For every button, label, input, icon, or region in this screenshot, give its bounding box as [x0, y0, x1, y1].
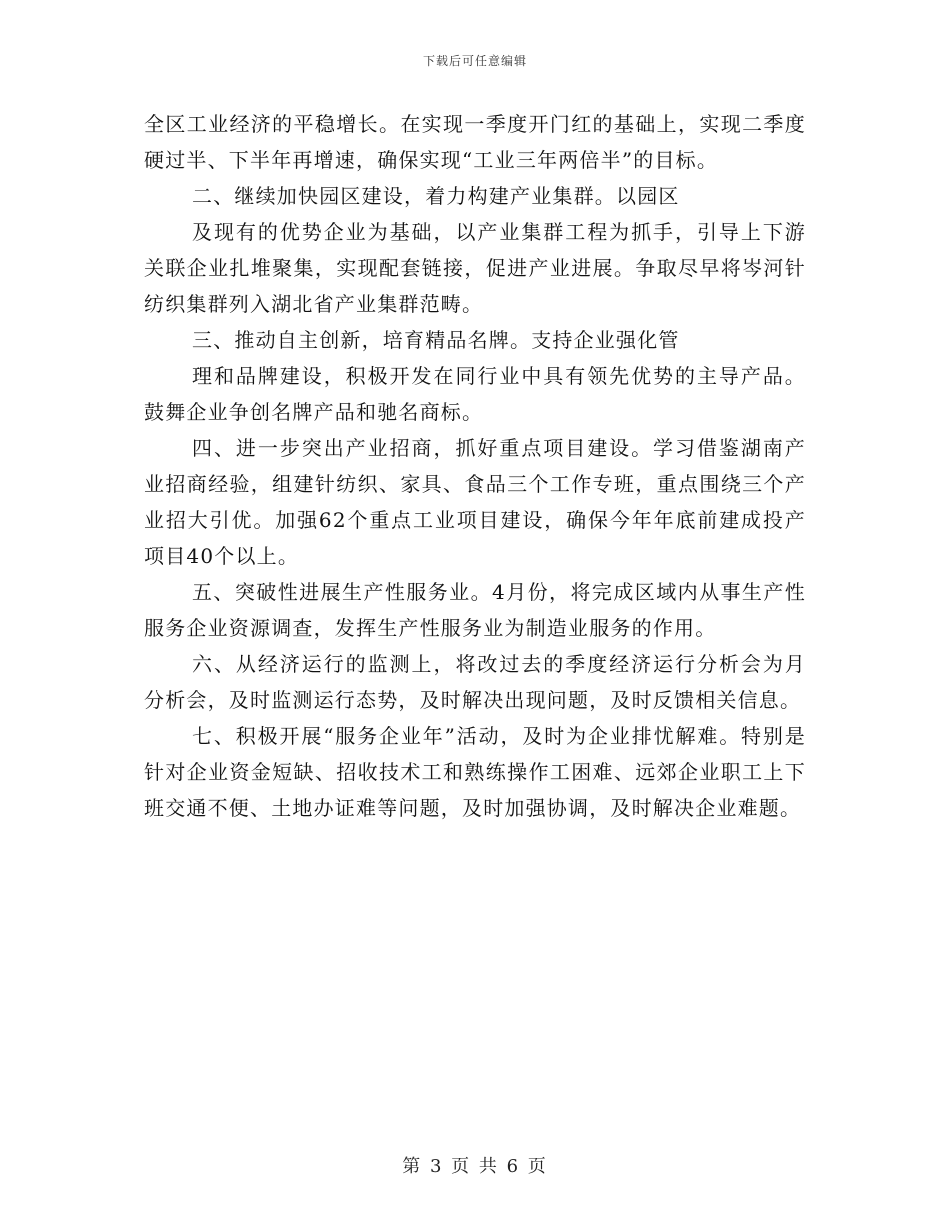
paragraph-section-4: 四、进一步突出产业招商，抓好重点项目建设。学习借鉴湖南产业招商经验，组建针纺织、家具、食品三个工作专班，重点围绕三个产业招大引优。加强62个重点工业项目建设，确保今年年底前建成投产项目40个以上。 — [144, 436, 806, 568]
paragraph-section-3-heading: 三、推动自主创新，培育精品名牌。支持企业强化管 — [192, 328, 680, 352]
paragraph-continuation: 全区工业经济的平稳增长。在实现一季度开门红的基础上，实现二季度硬过半、下半年再增速，确保实现“工业三年两倍半”的目标。 — [144, 112, 806, 172]
paragraph-section-3-body: 理和品牌建设，积极开发在同行业中具有领先优势的主导产品。鼓舞企业争创名牌产品和驰名商标。 — [144, 364, 806, 424]
page-number: 第 3 页 共 6 页 — [402, 1156, 548, 1177]
paragraph-section-5: 五、突破性进展生产性服务业。4月份，将完成区域内从事生产性服务企业资源调查，发挥生产性服务业为制造业服务的作用。 — [144, 580, 806, 640]
paragraph-section-2-heading: 二、继续加快园区建设，着力构建产业集群。以园区 — [192, 184, 680, 208]
document-body — [144, 106, 806, 826]
page-header: 下载后可任意编辑 — [422, 54, 527, 68]
paragraph-section-6: 六、从经济运行的监测上，将改过去的季度经济运行分析会为月分析会，及时监测运行态势，及时解决出现问题，及时反馈相关信息。 — [144, 652, 806, 712]
paragraph-section-2-body: 及现有的优势企业为基础，以产业集群工程为抓手，引导上下游关联企业扎堆聚集，实现配套链接，促进产业进展。争取尽早将岑河针纺织集群列入湖北省产业集群范畴。 — [144, 220, 806, 316]
paragraph-section-7: 七、积极开展“服务企业年”活动，及时为企业排忧解难。特别是针对企业资金短缺、招收技术工和熟练操作工困难、远郊企业职工上下班交通不便、土地办证难等问题，及时加强协调，及时解决企业难题。 — [144, 724, 806, 820]
